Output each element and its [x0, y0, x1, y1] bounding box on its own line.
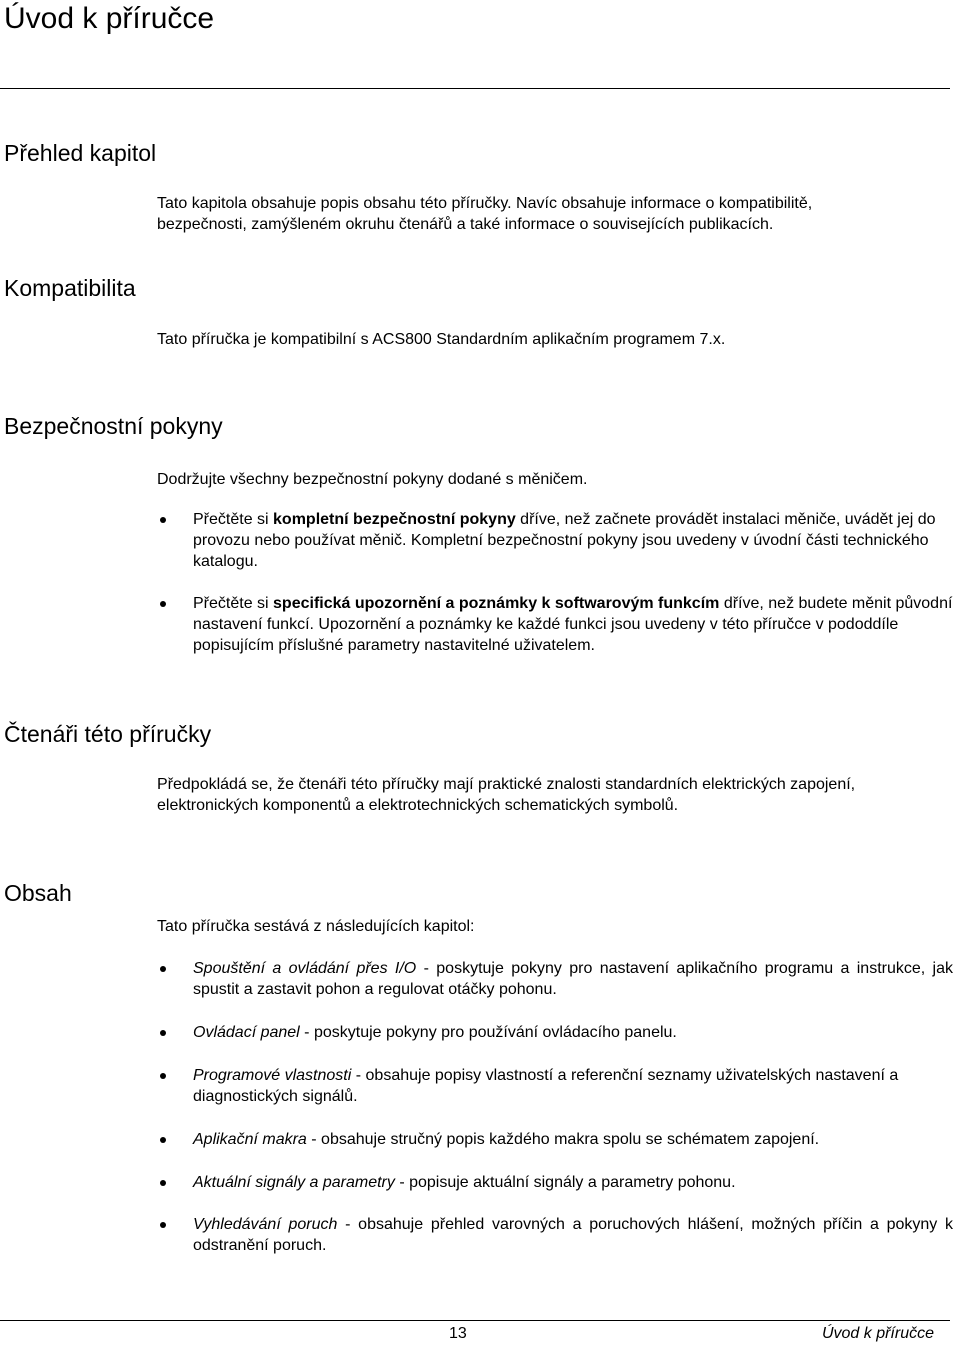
bullet-dot — [160, 966, 166, 972]
bezpecnost-intro: Dodržujte všechny bezpečnostní pokyny dodané s měničem. — [157, 471, 588, 488]
obsah-intro: Tato příručka sestává z následujících kapitol: — [157, 918, 475, 935]
bullet-dot — [160, 1137, 166, 1143]
contents-item: Aktuální signály a parametry - popisuje aktuální signály a parametry pohonu. — [193, 1174, 736, 1191]
bullet-dot — [160, 1073, 166, 1079]
contents-item: Programové vlastnosti - obsahuje popisy vlastností a referenční seznamy uživatelských nastavení a diagnostických signálů. — [193, 1067, 899, 1105]
kompatibilita-text: Tato příručka je kompatibilní s ACS800 Standardním aplikačním programem 7.x. — [157, 331, 726, 348]
heading-kompatibilita: Kompatibilita — [4, 275, 136, 301]
bullet-dot — [160, 1180, 166, 1186]
contents-item: Spouštění a ovládání přes I/O - poskytuje pokyny pro nastavení aplikačního programu a instrukce, jak spustit a zastavit pohon a regulovat otáčky pohonu. — [193, 960, 954, 998]
safety-bold-2: specifická upozornění a poznámky k softwarovým funkcím — [273, 595, 720, 612]
bullet-dot — [160, 601, 166, 607]
heading-ctenari: Čtenáři této příručky — [4, 721, 212, 747]
footer-title: Úvod k příručce — [821, 1325, 934, 1342]
heading-prehled: Přehled kapitol — [4, 140, 157, 166]
prehled-line-2: bezpečnosti, zamýšleném okruhu čtenářů a také informace o souvisejících publikacích. — [157, 216, 774, 233]
safety-bullet-1: Přečtěte si kompletní bezpečnostní pokyny dříve, než začnete provádět instalaci měniče, uvádět jej do provozu nebo používat měnič. Kompletní bezpečnostní pokyny jsou uvedeny v úvodní části technického katalogu. — [193, 511, 936, 570]
heading-obsah: Obsah — [4, 880, 72, 906]
safety-bullet-2: Přečtěte si specifická upozornění a poznámky k softwarovým funkcím dříve, než budete měnit původní nastavení funkcí. Upozornění a poznámky ke každé funkci jsou uvedeny v této příručce v pododdíle popisujícím příslušné parametry nastavitelné uživatelem. — [193, 595, 953, 654]
heading-bezpecnost: Bezpečnostní pokyny — [4, 413, 223, 439]
bullet-dot — [160, 1030, 166, 1036]
contents-item: Aplikační makra - obsahuje stručný popis každého makra spolu se schématem zapojení. — [193, 1131, 820, 1148]
safety-bold-1: kompletní bezpečnostní pokyny — [273, 511, 516, 528]
footer-rule — [0, 1320, 950, 1321]
prehled-text — [157, 193, 947, 235]
ctenari-text: Předpokládá se, že čtenáři této příručky mají praktické znalosti standardních elektrických zapojení, elektronických komponentů a elektrotechnických schematických symbolů. — [157, 776, 856, 814]
title-rule — [0, 88, 950, 89]
contents-item: Ovládací panel - poskytuje pokyny pro používání ovládacího panelu. — [193, 1024, 677, 1041]
prehled-line-1: Tato kapitola obsahuje popis obsahu této příručky. Navíc obsahuje informace o kompatibilitě, — [157, 195, 813, 212]
page-title: Úvod k příručce — [4, 2, 215, 35]
bullet-dot — [160, 1222, 166, 1228]
page-number: 13 — [449, 1325, 467, 1342]
contents-item: Vyhledávání poruch - obsahuje přehled varovných a poruchových hlášení, možných příčin a pokyny k odstranění poruch. — [193, 1216, 954, 1254]
bullet-dot — [160, 517, 166, 523]
